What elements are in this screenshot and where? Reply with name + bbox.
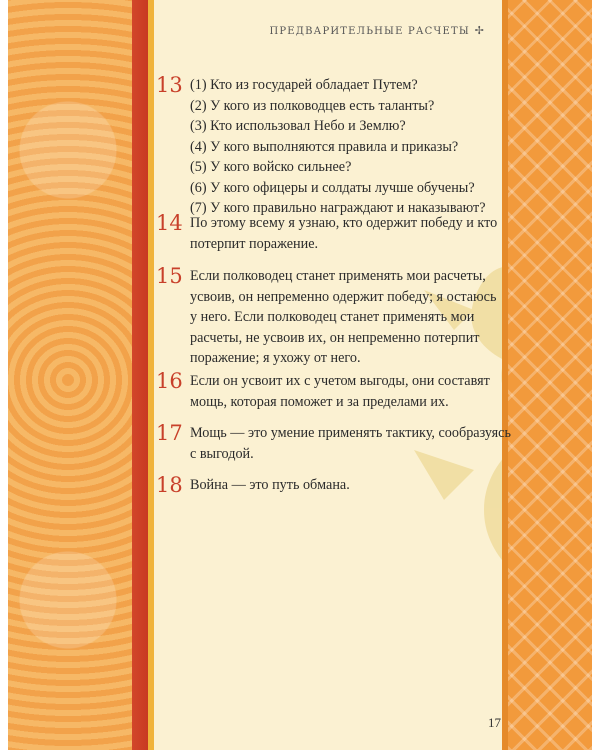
verse-line: усвоив, он непременно одержит победу; я остаюсь bbox=[190, 288, 497, 305]
verse-text bbox=[190, 423, 520, 464]
verse-text bbox=[190, 266, 520, 369]
verse-line: с выгодой. bbox=[190, 445, 254, 462]
verse-line: (3) Кто использовал Небо и Землю? bbox=[190, 118, 406, 134]
ornament-icon: ✢ bbox=[474, 24, 485, 37]
verse-line: Мощь — это умение применять тактику, сообразуясь bbox=[190, 425, 511, 441]
verse-line: Война — это путь обмана. bbox=[190, 477, 350, 493]
verse-line: (2) У кого из полководцев есть таланты? bbox=[190, 97, 435, 114]
left-ornament-band bbox=[8, 0, 132, 750]
verse-text bbox=[190, 475, 520, 496]
verse-line: (7) У кого правильно награждают и наказывают? bbox=[190, 200, 486, 216]
verse-text bbox=[190, 213, 520, 254]
verse-line: Если полководец станет применять мои расчеты, bbox=[190, 268, 486, 284]
verse-line: расчеты, не усвоив их, он непременно потерпит bbox=[190, 329, 480, 346]
verse-line: По этому всему я узнаю, кто одержит победу и кто bbox=[190, 215, 498, 231]
verse-number: 13 bbox=[156, 73, 183, 97]
verse-line: (1) Кто из государей обладает Путем? bbox=[190, 77, 418, 93]
running-header bbox=[269, 24, 485, 37]
verse-line: (4) У кого выполняются правила и приказы? bbox=[190, 138, 459, 155]
verse-number: 15 bbox=[156, 264, 183, 288]
verse-number: 14 bbox=[156, 211, 183, 235]
verse-text bbox=[190, 371, 520, 412]
verse-line: поражение; я ухожу от него. bbox=[190, 350, 361, 366]
verse-number: 18 bbox=[156, 473, 183, 497]
verse-line: у него. Если полководец станет применять мои bbox=[190, 309, 475, 325]
verse-number: 16 bbox=[156, 369, 183, 393]
verse-line: (6) У кого офицеры и солдаты лучше обучены? bbox=[190, 179, 475, 196]
verse-number: 17 bbox=[156, 421, 183, 445]
verse-line: Если он усвоит их с учетом выгоды, они составят bbox=[190, 373, 490, 389]
running-title: ПРЕДВАРИТЕЛЬНЫЕ РАСЧЕТЫ bbox=[269, 26, 470, 37]
verse-text bbox=[190, 75, 520, 219]
book-page bbox=[8, 0, 592, 750]
red-border-stripe bbox=[132, 0, 148, 750]
right-ornament-band bbox=[508, 0, 592, 750]
verse-line: потерпит поражение. bbox=[190, 235, 319, 252]
verse-line: (5) У кого войско сильнее? bbox=[190, 159, 352, 175]
verse-line: мощь, которая поможет и за пределами их. bbox=[190, 393, 449, 410]
page-number: 17 bbox=[488, 715, 501, 730]
